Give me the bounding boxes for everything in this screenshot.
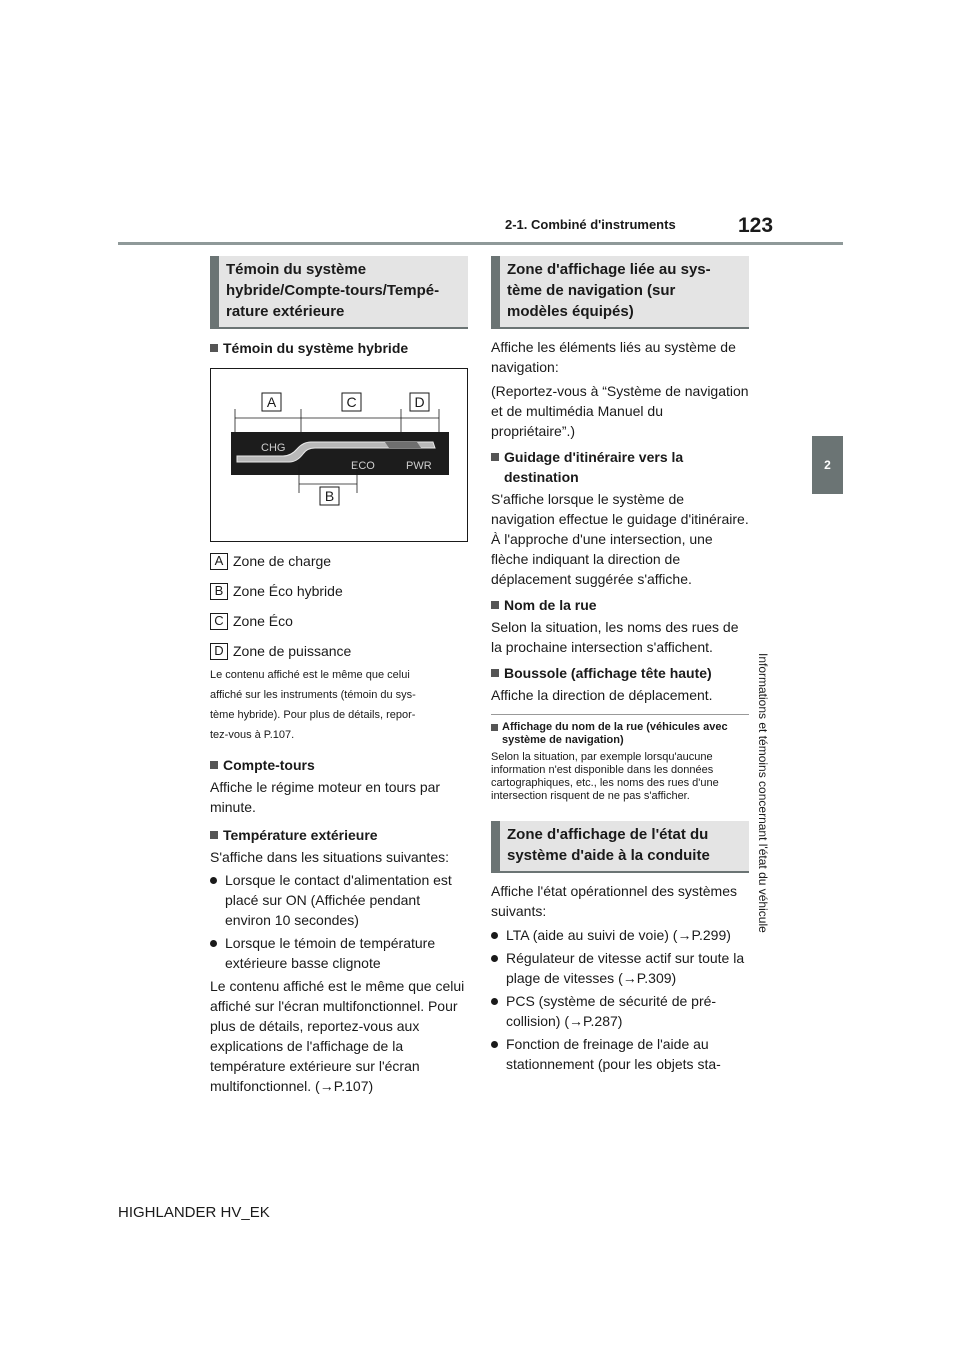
- temp-outro: Le contenu affiché est le même que celui affiché sur l'écran multifonctionnel. Pour plus de détails, reportez-vous aux explications de l'affichage de la température extérieure sur l'écran multifonctionnel. (→P.107): [210, 978, 465, 1094]
- list-item: Lorsque le témoin de température extérieure basse clignote: [210, 933, 468, 973]
- section-heading-driving-assist: Zone d'affichage de l'état du système d'aide à la conduite: [491, 821, 749, 873]
- legend-item: C Zone Éco: [210, 611, 468, 631]
- square-bullet-icon: [210, 831, 218, 839]
- svg-text:C: C: [346, 394, 357, 410]
- chapter-title: Informations et témoins concernant l'état du véhicule: [756, 653, 770, 933]
- square-bullet-icon: [491, 669, 499, 677]
- hybrid-indicator-figure: [210, 368, 468, 542]
- square-bullet-icon: [491, 453, 499, 461]
- footer-model: HIGHLANDER HV_EK: [118, 1204, 270, 1221]
- left-column: [210, 256, 468, 1096]
- bullet-dot-icon: [491, 932, 498, 939]
- chapter-tab: 2: [812, 436, 843, 494]
- subheading-street-name: Nom de la rue: [491, 595, 749, 615]
- list-item: PCS (système de sécurité de pré-collision) (→P.287): [491, 991, 749, 1031]
- callout-c: [342, 393, 361, 411]
- svg-text:D: D: [414, 394, 425, 410]
- section-title: 2-1. Combiné d'instruments: [505, 217, 676, 232]
- page-number: 123: [738, 214, 774, 237]
- street-text: Selon la situation, les noms des rues de la prochaine intersection s'affichent.: [491, 619, 739, 655]
- hybrid-indicator-diagram: [211, 369, 467, 541]
- bullet-dot-icon: [210, 877, 217, 884]
- square-bullet-icon: [210, 344, 218, 352]
- note-text: Selon la situation, par exemple lorsqu'aucune information n'est disponible dans les données cartographiques, etc., les noms des rues d'une intersection risquent de ne pas s'afficher.: [491, 751, 719, 802]
- list-item: Fonction de freinage de l'aide au stationnement (pour les objets sta-: [491, 1034, 749, 1074]
- subheading-tachometer: Compte-tours: [210, 755, 468, 775]
- bullet-dot-icon: [491, 998, 498, 1005]
- assist-intro: Affiche l'état opérationnel des systèmes suivants:: [491, 883, 737, 919]
- chg-label: CHG: [261, 442, 286, 454]
- subheading-route-guidance: Guidage d'itinéraire vers la destination: [491, 447, 749, 487]
- svg-text:A: A: [266, 394, 277, 410]
- legend-item: B Zone Éco hybride: [210, 581, 468, 601]
- section-heading-hybrid: Témoin du système hybride/Compte-tours/Tempé- rature extérieure: [210, 256, 468, 329]
- list-item: LTA (aide au suivi de voie) (→P.299): [491, 925, 749, 945]
- divider: [491, 714, 749, 715]
- section-heading-navigation: Zone d'affichage liée au sys- tème de navigation (sur modèles équipés): [491, 256, 749, 329]
- callout-a: [262, 393, 281, 411]
- legend-item: D Zone de puissance: [210, 641, 468, 661]
- legend-item: A Zone de charge: [210, 551, 468, 571]
- bullet-dot-icon: [491, 955, 498, 962]
- legend-note: Le contenu affiché est le même que celui affiché sur les instruments (témoin du sys- tème hybride). Pour plus de détails, repor- tez-vous à P.107.: [210, 669, 416, 741]
- nav-intro: Affiche les éléments liés au système de navigation:: [491, 339, 736, 375]
- subheading-outside-temp: Température extérieure: [210, 825, 468, 845]
- callout-b: [320, 487, 339, 505]
- note-heading: Affichage du nom de la rue (véhicules avec système de navigation): [491, 721, 749, 747]
- guidance-text: S'affiche lorsque le système de navigation effectue le guidage d'itinéraire. À l'approche d'une intersection, une flèche indiquant la direction de déplacement suggérée s'affiche.: [491, 491, 749, 587]
- nav-reference: (Reportez-vous à “Système de navigation et de multimédia Manuel du propriétaire”.): [491, 383, 749, 439]
- header-rule: [118, 242, 843, 245]
- square-bullet-icon: [491, 724, 498, 731]
- right-column: [491, 256, 749, 1074]
- square-bullet-icon: [210, 761, 218, 769]
- bullet-dot-icon: [210, 940, 217, 947]
- square-bullet-icon: [491, 601, 499, 609]
- bullet-dot-icon: [491, 1041, 498, 1048]
- pwr-label: PWR: [406, 460, 432, 472]
- eco-label: ECO: [351, 460, 375, 472]
- temp-intro: S'affiche dans les situations suivantes:: [210, 849, 449, 865]
- list-item: Régulateur de vitesse actif sur toute la plage de vitesses (→P.309): [491, 948, 749, 988]
- tachometer-text: Affiche le régime moteur en tours par minute.: [210, 779, 441, 815]
- compass-text: Affiche la direction de déplacement.: [491, 687, 713, 703]
- subheading-hybrid-indicator: Témoin du système hybride: [210, 338, 468, 358]
- subheading-compass: Boussole (affichage tête haute): [491, 663, 749, 683]
- callout-d: [410, 393, 429, 411]
- legend-list: [210, 551, 468, 661]
- svg-text:B: B: [324, 488, 335, 504]
- list-item: Lorsque le contact d'alimentation est placé sur ON (Affichée pendant environ 10 secondes): [210, 870, 468, 930]
